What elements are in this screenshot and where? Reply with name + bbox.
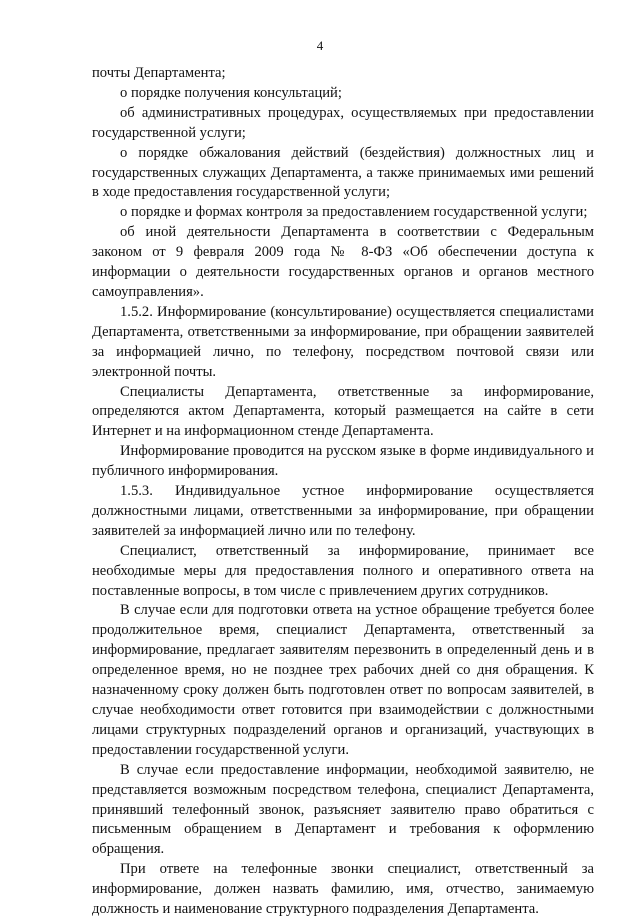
paragraph-language: Информирование проводится на русском языке в форме индивидуального и публичного информирования. <box>92 443 594 480</box>
paragraph-control-forms: о порядке и формах контроля за предоставлением государственной услуги; <box>120 204 588 221</box>
paragraph-phone-answer: При ответе на телефонные звонки специалист, ответственный за информирование, должен назвать фамилию, имя, отчество, занимаемую должность и наименование структурного подразделения Департамента. <box>92 861 594 918</box>
paragraph-admin-procedures: об административных процедурах, осуществляемых при предоставлении государственной услуги; <box>92 104 594 141</box>
paragraph-1-5-2: 1.5.2. Информирование (консультирование) осуществляется специалистами Департамента, ответственными за информирование, при обращении заявителей за информацией лично, по телефону, посредством почтовой связи или электронной почты. <box>92 303 594 380</box>
paragraph-longer-time: В случае если для подготовки ответа на устное обращение требуется более продолжительное время, специалист Департамента, ответственный за информирование, предлагает заявителям перезвонить в определенный день и в определенное время, но не позднее трех рабочих дней со дня обращения. К назначенному сроку должен быть подготовлен ответ по вопросам заявителей, в случае необходимости ответ готовится при взаимодействии с должностными лицами структурных подразделений органов и организаций, участвующих в предоставлении государственной услуги. <box>92 602 594 758</box>
paragraph-appeal-procedure: о порядке обжалования действий (бездействия) должностных лиц и государственных служащих Департамента, а также принимаемых ими решений в ходе предоставления государственной услуги; <box>92 144 594 201</box>
paragraph-consultations: о порядке получения консультаций; <box>120 84 342 101</box>
paragraph-written-appeal: В случае если предоставление информации, необходимой заявителю, не представляется возможным посредством телефона, специалист Департамента, принявший телефонный звонок, разъясняет заявителю право обратиться с письменным обращением в Департамент и требования к оформлению обращения. <box>92 761 594 858</box>
paragraph-specialists: Специалисты Департамента, ответственные за информирование, определяются актом Департамента, который размещается на сайте в сети Интернет и на информационном стенде Департамента. <box>92 383 594 440</box>
page-number: 4 <box>316 38 324 53</box>
paragraph-1-5-3: 1.5.3. Индивидуальное устное информирование осуществляется должностными лицами, ответственными за информирование, при обращении заявителей за информацией лично или по телефону. <box>92 483 594 539</box>
document-body <box>92 64 594 920</box>
paragraph-continuation: почты Департамента; <box>92 65 226 81</box>
paragraph-other-activity: об иной деятельности Департамента в соответствии с Федеральным законом от 9 февраля 2009 года № 8-ФЗ «Об обеспечении доступа к информации о деятельности государственных органов и органов местного самоуправления». <box>92 224 594 300</box>
paragraph-specialist-measures: Специалист, ответственный за информирование, принимает все необходимые меры для предоставления полного и оперативного ответа на поставленные вопросы, в том числе с привлечением других сотрудников. <box>92 542 594 599</box>
